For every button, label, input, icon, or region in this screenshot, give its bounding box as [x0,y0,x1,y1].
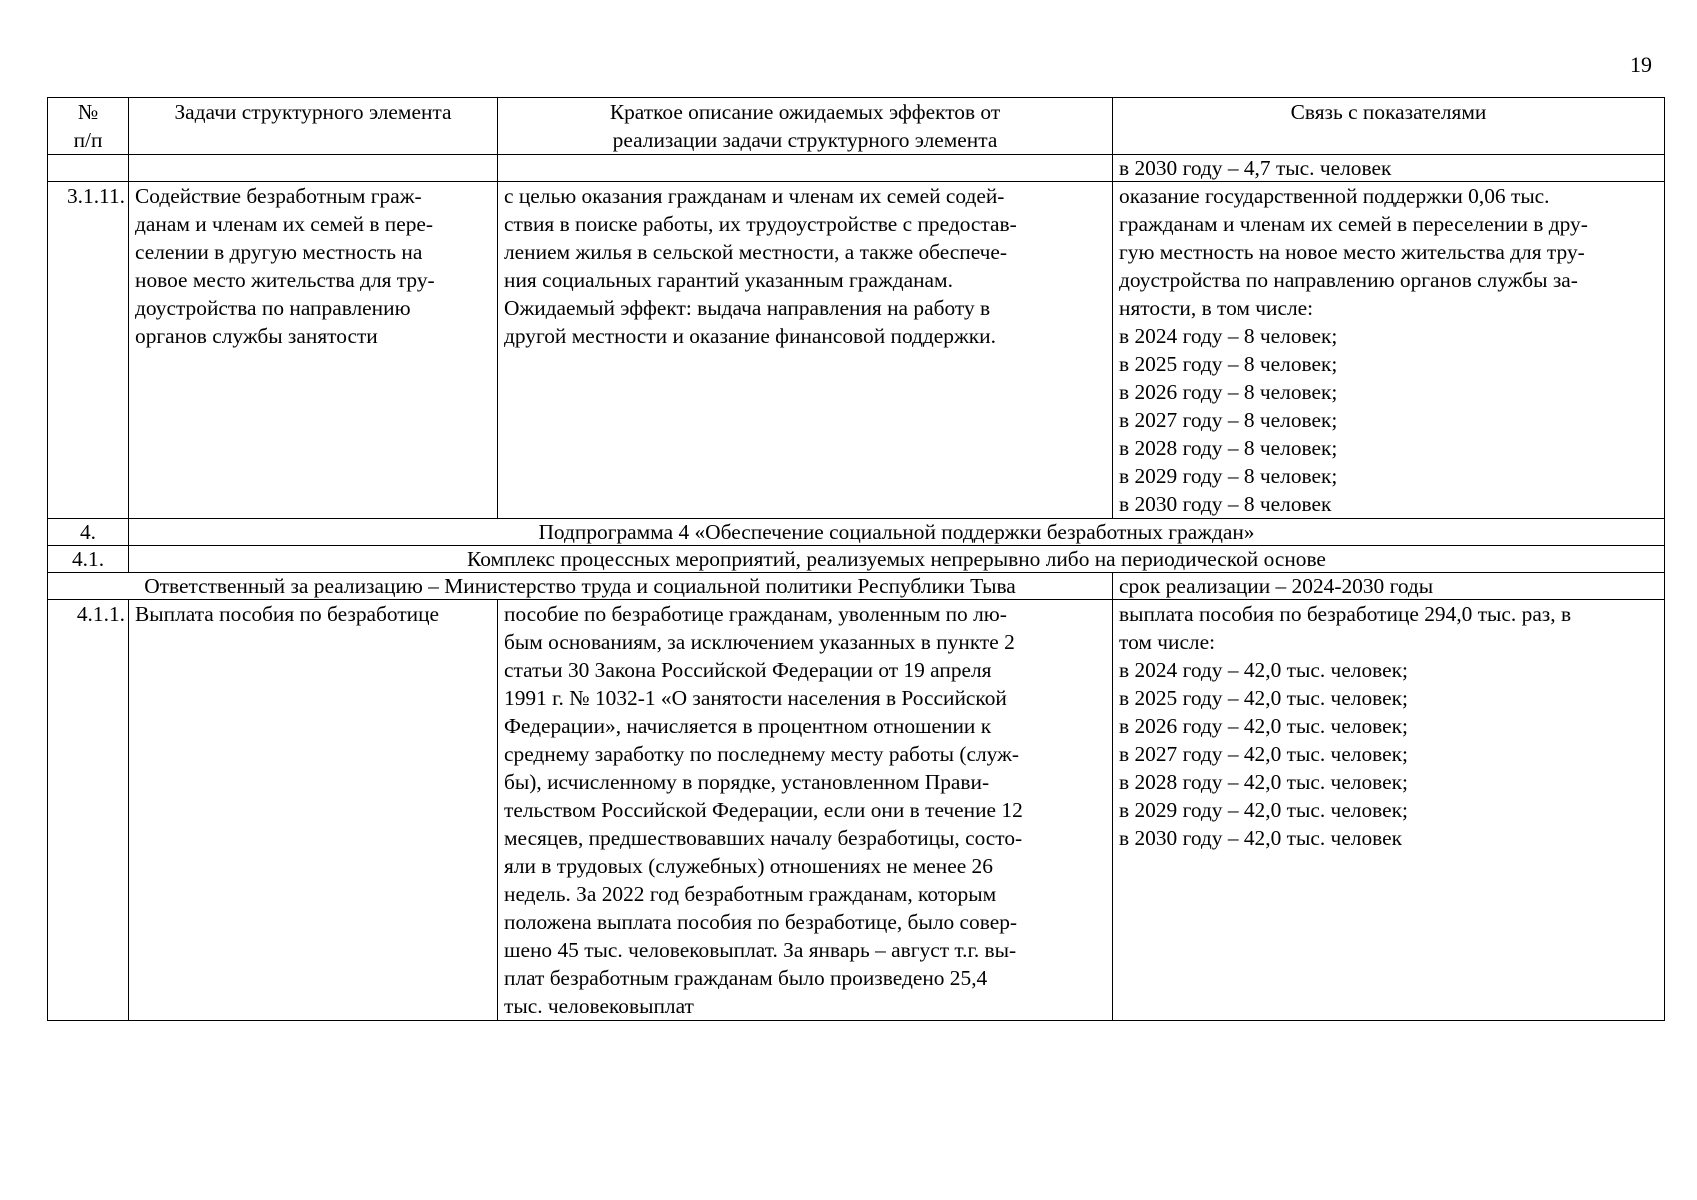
continuation-row [48,155,1665,182]
table-header-row [48,98,1665,155]
responsible-row [48,573,1665,600]
effects-cell: пособие по безработице гражданам, уволенным по лю- бым основаниям, за исключением указанных в пункте 2 статьи 30 Закона Российской Федерации от 19 апреля 1991 г. № 1032-1 «О занятости населения в Российской Федерации», начисляется в процентном отношении к среднему заработку по последнему месту работы (служ- бы), исчисленному в порядке, установленном Прави- тельством Российской Федерации, если они в течение 12 месяцев, предшествовавших началу безработицы, состо- яли в трудовых (служебных) отношениях не менее 26 недель. За 2022 год безработным гражданам, которым положена выплата пособия по безработице, было совер- шено 45 тыс. человековыплат. За январь – август т.г. вы- плат безработным гражданам было произведено 25,4 тыс. человековыплат [498,600,1113,1021]
row-number: 4.1.1. [48,600,129,1021]
continuation-links: в 2030 году – 4,7 тыс. человек [1113,155,1665,182]
task-cell: Выплата пособия по безработице [129,600,498,1021]
complex-title: Комплекс процессных мероприятий, реализуемых непрерывно либо на периодической основе [129,546,1665,573]
subprogram-row [48,519,1665,546]
row-number: 4. [48,519,129,546]
table-row-3-1-11 [48,182,1665,519]
table-row-4-1-1 [48,600,1665,1021]
term-text: срок реализации – 2024-2030 годы [1113,573,1665,600]
links-cell: оказание государственной поддержки 0,06 тыс. гражданам и членам их семей в переселении в дру- гую местность на новое место жительства для тру- доустройства по направлению органов службы за- нятости, в том числе: в 2024 году – 8 человек; в 2025 году – 8 человек; в 2026 году – 8 человек; в 2027 году – 8 человек; в 2028 году – 8 человек; в 2029 году – 8 человек; в 2030 году – 8 человек [1113,182,1665,519]
effects-cell: с целью оказания гражданам и членам их семей содей- ствия в поиске работы, их трудоустройстве с предостав- лением жилья в сельской местности, а также обеспече- ния социальных гарантий указанным гражданам. Ожидаемый эффект: выдача направления на работу в другой местности и оказание финансовой поддержки. [498,182,1113,519]
responsible-text: Ответственный за реализацию – Министерство труда и социальной политики Республики Тыва [48,573,1113,600]
header-num: № п/п [48,98,129,155]
header-effects: Краткое описание ожидаемых эффектов от реализации задачи структурного элемента [498,98,1113,155]
complex-row [48,546,1665,573]
header-tasks: Задачи структурного элемента [129,98,498,155]
row-number: 3.1.11. [48,182,129,519]
subprogram-title: Подпрограмма 4 «Обеспечение социальной поддержки безработных граждан» [129,519,1665,546]
page-number: 19 [1630,52,1652,77]
program-table [47,97,1665,1021]
links-cell: выплата пособия по безработице 294,0 тыс. раз, в том числе: в 2024 году – 42,0 тыс. человек; в 2025 году – 42,0 тыс. человек; в 2026 году – 42,0 тыс. человек; в 2027 году – 42,0 тыс. человек; в 2028 году – 42,0 тыс. человек; в 2029 году – 42,0 тыс. человек; в 2030 году – 42,0 тыс. человек [1113,600,1665,1021]
task-cell: Содействие безработным граж- данам и членам их семей в пере- селении в другую местность на новое место жительства для тру- доустройства по направлению органов службы занятости [129,182,498,519]
row-number: 4.1. [48,546,129,573]
header-links: Связь с показателями [1113,98,1665,155]
